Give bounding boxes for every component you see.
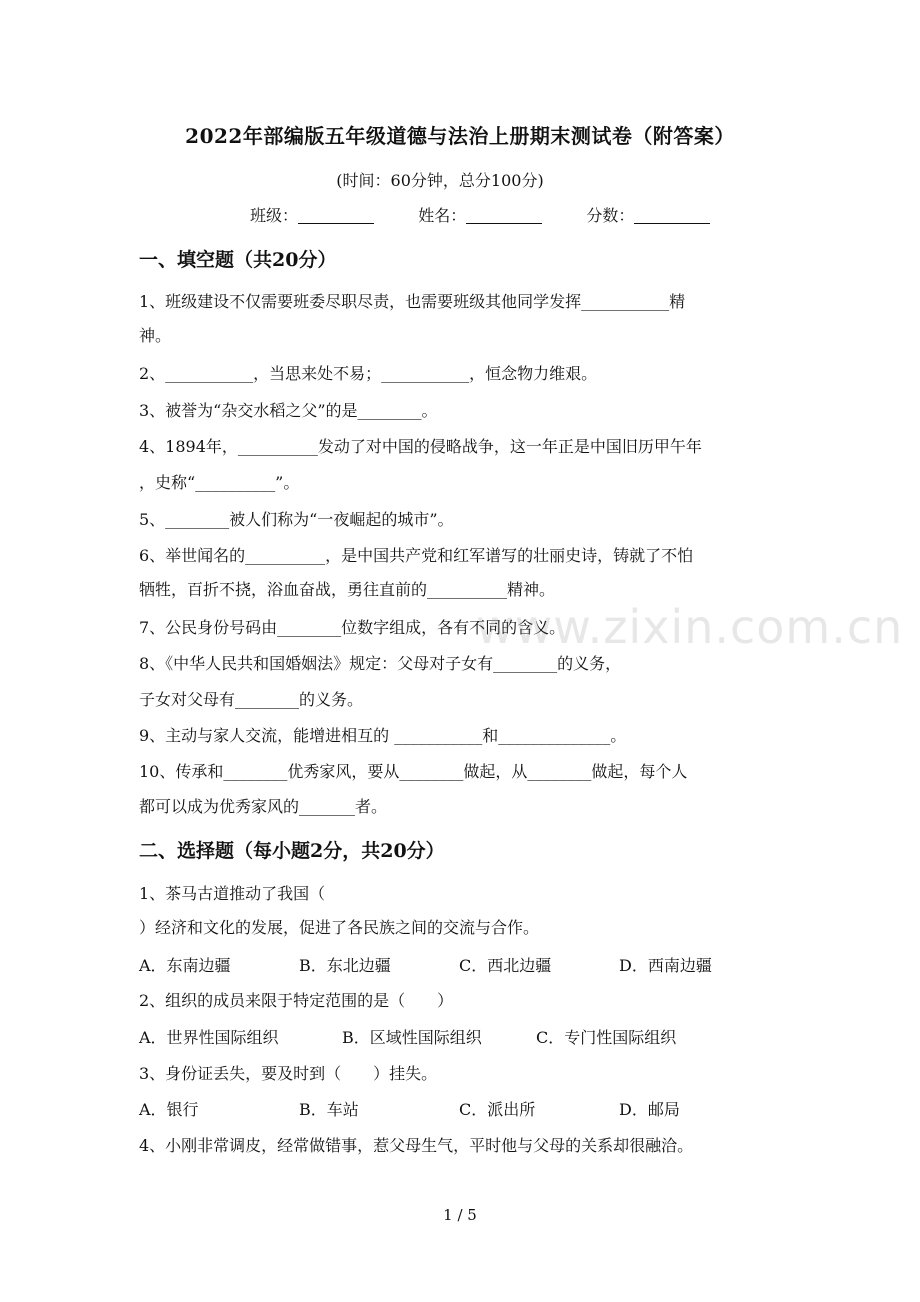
question-line: 1、班级建设不仅需要班委尽职尽责，也需要班级其他同学发挥___________精 xyxy=(139,292,686,311)
option-a: A．东南边疆 xyxy=(139,956,231,975)
question-line: 牺牲，百折不挠，浴血奋战，勇往直前的__________精神。 xyxy=(139,580,556,599)
option-b: B．区域性国际组织 xyxy=(342,1028,482,1047)
class-label: 班级： xyxy=(250,206,299,225)
question-line: 1、茶马古道推动了我国（ xyxy=(139,884,326,903)
page-title: 2022年部编版五年级道德与法治上册期末测试卷（附答案） xyxy=(185,124,735,148)
question-line: ）经济和文化的发展，促进了各民族之间的交流与合作。 xyxy=(139,918,540,937)
option-c: C．派出所 xyxy=(459,1100,536,1119)
question-line: 10、传承和________优秀家风，要从________做起，从________做起，每个人 xyxy=(139,762,688,781)
option-c: C．专门性国际组织 xyxy=(536,1028,677,1047)
question-line: 2、组织的成员来限于特定范围的是（ ） xyxy=(139,991,454,1010)
question-line: 都可以成为优秀家风的_______者。 xyxy=(139,797,388,816)
exam-subtitle: (时间：60分钟，总分100分) xyxy=(336,171,544,190)
question-line: 7、公民身份号码由________位数字组成，各有不同的含义。 xyxy=(139,618,566,637)
score-label: 分数： xyxy=(586,206,635,225)
option-d: D．邮局 xyxy=(619,1100,680,1119)
name-label: 姓名： xyxy=(418,206,467,225)
name-blank xyxy=(466,207,542,224)
option-b: B．车站 xyxy=(299,1100,359,1119)
option-a: A．世界性国际组织 xyxy=(139,1028,279,1047)
options-row xyxy=(139,1097,680,1120)
score-blank xyxy=(634,207,710,224)
section-heading-choice: 二、选择题（每小题2分，共20分） xyxy=(139,840,445,862)
question-line: 3、身份证丢失，要及时到（ ）挂失。 xyxy=(139,1064,438,1083)
question-line: 6、举世闻名的__________，是中国共产党和红军谱写的壮丽史诗，铸就了不怕 xyxy=(139,546,694,565)
question-line: 子女对父母有________的义务。 xyxy=(139,690,364,709)
option-b: B．东北边疆 xyxy=(299,956,391,975)
options-row xyxy=(139,953,712,976)
option-d: D．西南边疆 xyxy=(619,956,712,975)
question-line: ，史称“__________”。 xyxy=(139,473,300,492)
question-line: 5、________被人们称为“一夜崛起的城市”。 xyxy=(139,510,454,529)
question-line: 神。 xyxy=(139,326,172,345)
section-heading-fill-in: 一、填空题（共20分） xyxy=(139,249,337,271)
page-number: 1 / 5 xyxy=(443,1206,477,1224)
question-line: 3、被誉为“杂交水稻之父”的是________。 xyxy=(139,401,438,420)
option-a: A．银行 xyxy=(139,1100,199,1119)
question-line: 4、1894年，__________发动了对中国的侵略战争，这一年正是中国旧历甲午年 xyxy=(139,437,702,456)
question-line: 2、___________，当思来处不易；___________，恒念物力维艰。 xyxy=(139,364,598,383)
student-info-row xyxy=(250,203,710,226)
options-row xyxy=(139,1025,676,1048)
class-blank xyxy=(298,207,374,224)
question-line: 4、小刚非常调皮，经常做错事，惹父母生气，平时他与父母的关系却很融洽。 xyxy=(139,1136,694,1155)
question-line: 8、《中华人民共和国婚姻法》规定：父母对子女有________的义务， xyxy=(139,654,622,673)
question-line: 9、主动与家人交流，能增进相互的 ___________和______________。 xyxy=(139,726,627,745)
option-c: C．西北边疆 xyxy=(459,956,552,975)
watermark: www.zixin.com.cn xyxy=(476,600,904,654)
